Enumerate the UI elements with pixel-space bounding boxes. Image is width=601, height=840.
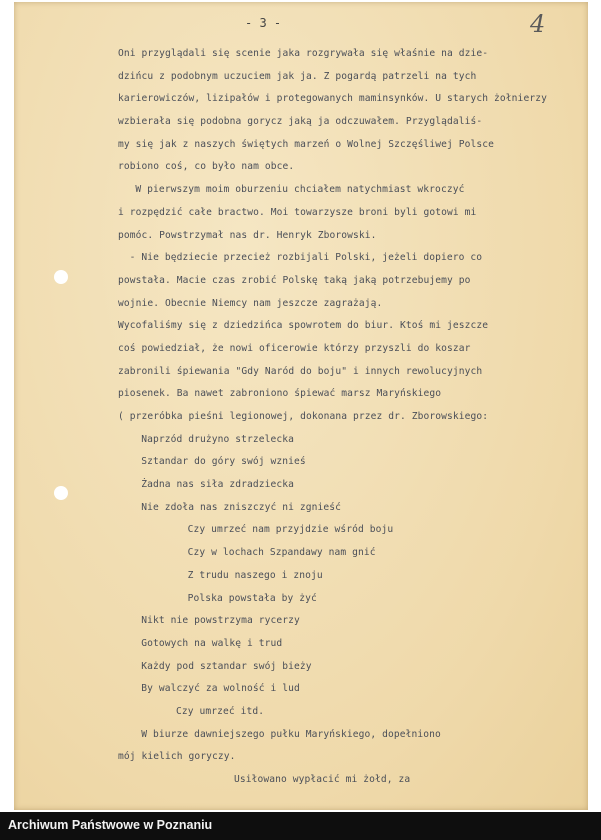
text-line: Wycofaliśmy się z dziedzińca spowrotem do biur. Ktoś mi jeszcze bbox=[118, 320, 489, 332]
punch-hole-bottom bbox=[54, 486, 68, 500]
text-line: wojnie. Obecnie Niemcy nam jeszcze zagrażają. bbox=[118, 297, 383, 309]
text-line: Z trudu naszego i znoju bbox=[187, 569, 323, 581]
footer-bar bbox=[0, 812, 601, 840]
text-line: powstała. Macie czas zrobić Polskę taką jaką potrzebujemy po bbox=[118, 274, 471, 286]
text-line: - Nie będziecie przecież rozbijali Polski, jeżeli dopiero co bbox=[129, 252, 483, 264]
text-line: Każdy pod sztandar swój bieży bbox=[141, 660, 312, 672]
text-line: i rozpędzić całe bractwo. Moi towarzysze broni byli gotowi mi bbox=[118, 206, 477, 218]
text-line: Czy umrzeć itd. bbox=[176, 705, 265, 717]
text-line: my się jak z naszych świętych marzeń o Wolnej Szczęśliwej Polsce bbox=[118, 138, 495, 150]
text-line: mój kielich goryczy. bbox=[118, 751, 236, 763]
text-line: Nikt nie powstrzyma rycerzy bbox=[141, 615, 300, 627]
text-line: ( przeróbka pieśni legionowej, dokonana przez dr. Zborowskiego: bbox=[118, 411, 489, 422]
typed-text bbox=[118, 46, 578, 795]
text-line: Żadna nas siła zdradziecka bbox=[141, 479, 294, 491]
text-line: Gotowych na walkę i trud bbox=[141, 637, 283, 649]
text-line: wzbierała się podobna gorycz jaką ja odczuwałem. Przyglądaliś- bbox=[118, 116, 483, 128]
text-line: Naprzód drużyno strzelecka bbox=[141, 433, 294, 445]
text-line: W pierwszym moim oburzeniu chciałem natychmiast wkroczyć bbox=[135, 184, 465, 196]
text-line: Czy umrzeć nam przyjdzie wśród boju bbox=[187, 524, 394, 536]
text-line: piosenek. Ba nawet zabroniono śpiewać marsz Maryńskiego bbox=[118, 388, 442, 400]
text-line: Czy w lochach Szpandawy nam gnić bbox=[187, 547, 376, 559]
text-line: Nie zdoła nas zniszczyć ni zgnieść bbox=[141, 501, 341, 513]
text-line: W biurze dawniejszego pułku Maryńskiego, dopełniono bbox=[141, 728, 441, 740]
page-number: - 3 - bbox=[245, 16, 282, 30]
text-line: zabronili śpiewania "Gdy Naród do boju" i innych rewolucyjnych bbox=[118, 365, 483, 377]
text-line: By walczyć za wolność i lud bbox=[141, 683, 300, 695]
text-line: coś powiedział, że nowi oficerowie którzy przyszli do koszar bbox=[118, 342, 471, 354]
archive-page-number: 4 bbox=[530, 10, 546, 38]
archive-name: Archiwum Państwowe w Poznaniu bbox=[8, 818, 213, 832]
text-line: robiono coś, co było nam obce. bbox=[118, 161, 295, 173]
text-line: Polska powstała by żyć bbox=[187, 592, 317, 604]
text-line: Usiłowano wypłacić mi żołd, za bbox=[234, 774, 411, 785]
text-line: karierowiczów, lizipałów i protegowanych maminsynków. U starych żołnierzy bbox=[118, 93, 547, 105]
text-line: Sztandar do góry swój wznieś bbox=[141, 456, 306, 468]
text-line: Oni przyglądali się scenie jaka rozgrywała się właśnie na dzie- bbox=[118, 48, 489, 59]
text-line: dzińcu z podobnym uczuciem jak ja. Z pogardą patrzeli na tych bbox=[118, 70, 477, 82]
text-line: pomóc. Powstrzymał nas dr. Henryk Zborowski. bbox=[118, 229, 377, 241]
punch-hole-top bbox=[54, 270, 68, 284]
